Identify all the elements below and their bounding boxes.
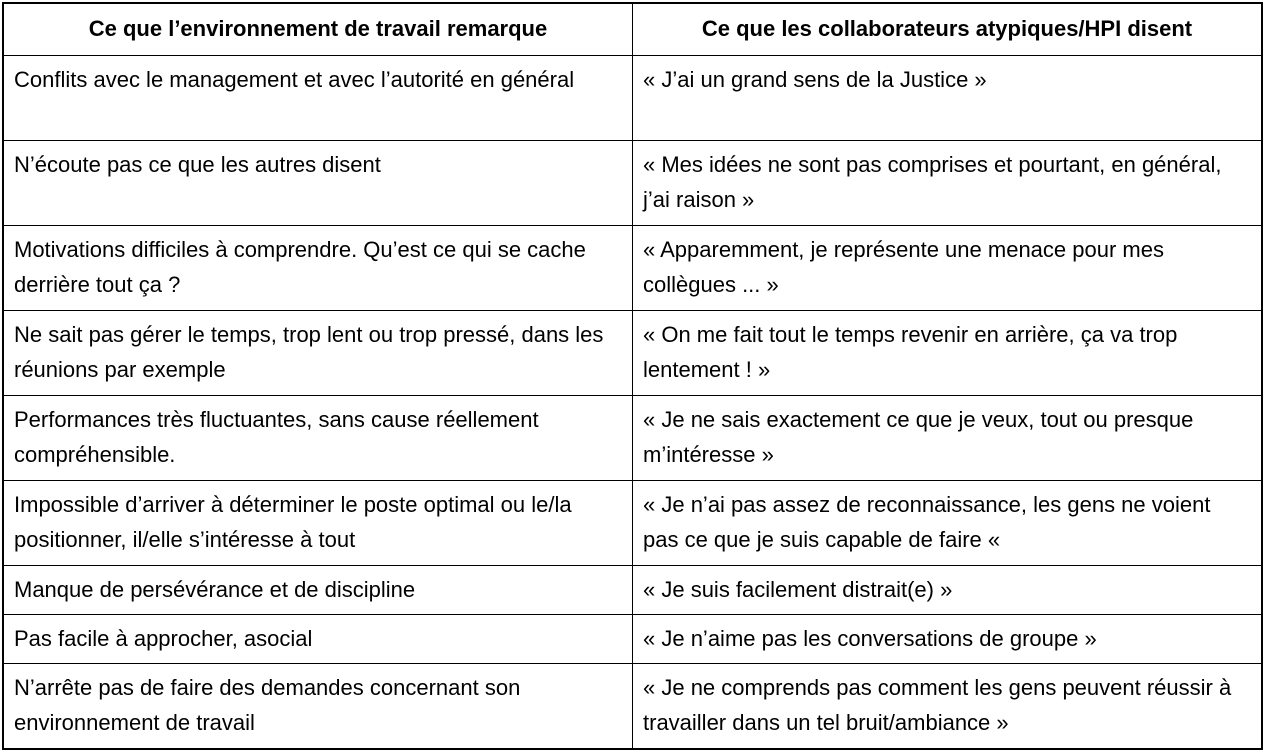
table-body	[3, 56, 1262, 749]
table-cell-quote: « Mes idées ne sont pas comprises et pourtant, en général, j’ai raison »	[633, 141, 1263, 226]
table-row	[3, 566, 1262, 615]
table-cell-quote: « Apparemment, je représente une menace pour mes collègues ... »	[633, 226, 1263, 311]
table-cell-observation: Pas facile à approcher, asocial	[3, 615, 633, 664]
table-cell-observation: Performances très fluctuantes, sans cause réellement compréhensible.	[3, 396, 633, 481]
header-environment-remarks: Ce que l’environnement de travail remarque	[3, 3, 633, 56]
table-cell-quote: « Je ne comprends pas comment les gens peuvent réussir à travailler dans un tel bruit/ambiance »	[633, 664, 1263, 749]
table-row	[3, 664, 1262, 749]
table-header	[3, 3, 1262, 56]
table-row	[3, 141, 1262, 226]
comparison-table	[2, 2, 1263, 750]
table-row	[3, 56, 1262, 141]
header-row	[3, 3, 1262, 56]
table-cell-quote: « Je suis facilement distrait(e) »	[633, 566, 1263, 615]
table-cell-observation: Conflits avec le management et avec l’autorité en général	[3, 56, 633, 141]
table-cell-quote: « On me fait tout le temps revenir en arrière, ça va trop lentement ! »	[633, 311, 1263, 396]
table-cell-observation: Impossible d’arriver à déterminer le poste optimal ou le/la positionner, il/elle s’intéresse à tout	[3, 481, 633, 566]
table-row	[3, 311, 1262, 396]
table-cell-quote: « Je n’ai pas assez de reconnaissance, les gens ne voient pas ce que je suis capable de faire «	[633, 481, 1263, 566]
table-cell-observation: N’écoute pas ce que les autres disent	[3, 141, 633, 226]
table-row	[3, 615, 1262, 664]
table-cell-quote: « Je ne sais exactement ce que je veux, tout ou presque m’intéresse »	[633, 396, 1263, 481]
table-row	[3, 396, 1262, 481]
table-cell-observation: N’arrête pas de faire des demandes concernant son environnement de travail	[3, 664, 633, 749]
table-cell-observation: Ne sait pas gérer le temps, trop lent ou trop pressé, dans les réunions par exemple	[3, 311, 633, 396]
table-cell-observation: Manque de persévérance et de discipline	[3, 566, 633, 615]
table-cell-quote: « J’ai un grand sens de la Justice »	[633, 56, 1263, 141]
table-row	[3, 226, 1262, 311]
table-cell-quote: « Je n’aime pas les conversations de groupe »	[633, 615, 1263, 664]
header-collaborators-say: Ce que les collaborateurs atypiques/HPI disent	[633, 3, 1263, 56]
table-cell-observation: Motivations difficiles à comprendre. Qu’est ce qui se cache derrière tout ça ?	[3, 226, 633, 311]
table-row	[3, 481, 1262, 566]
